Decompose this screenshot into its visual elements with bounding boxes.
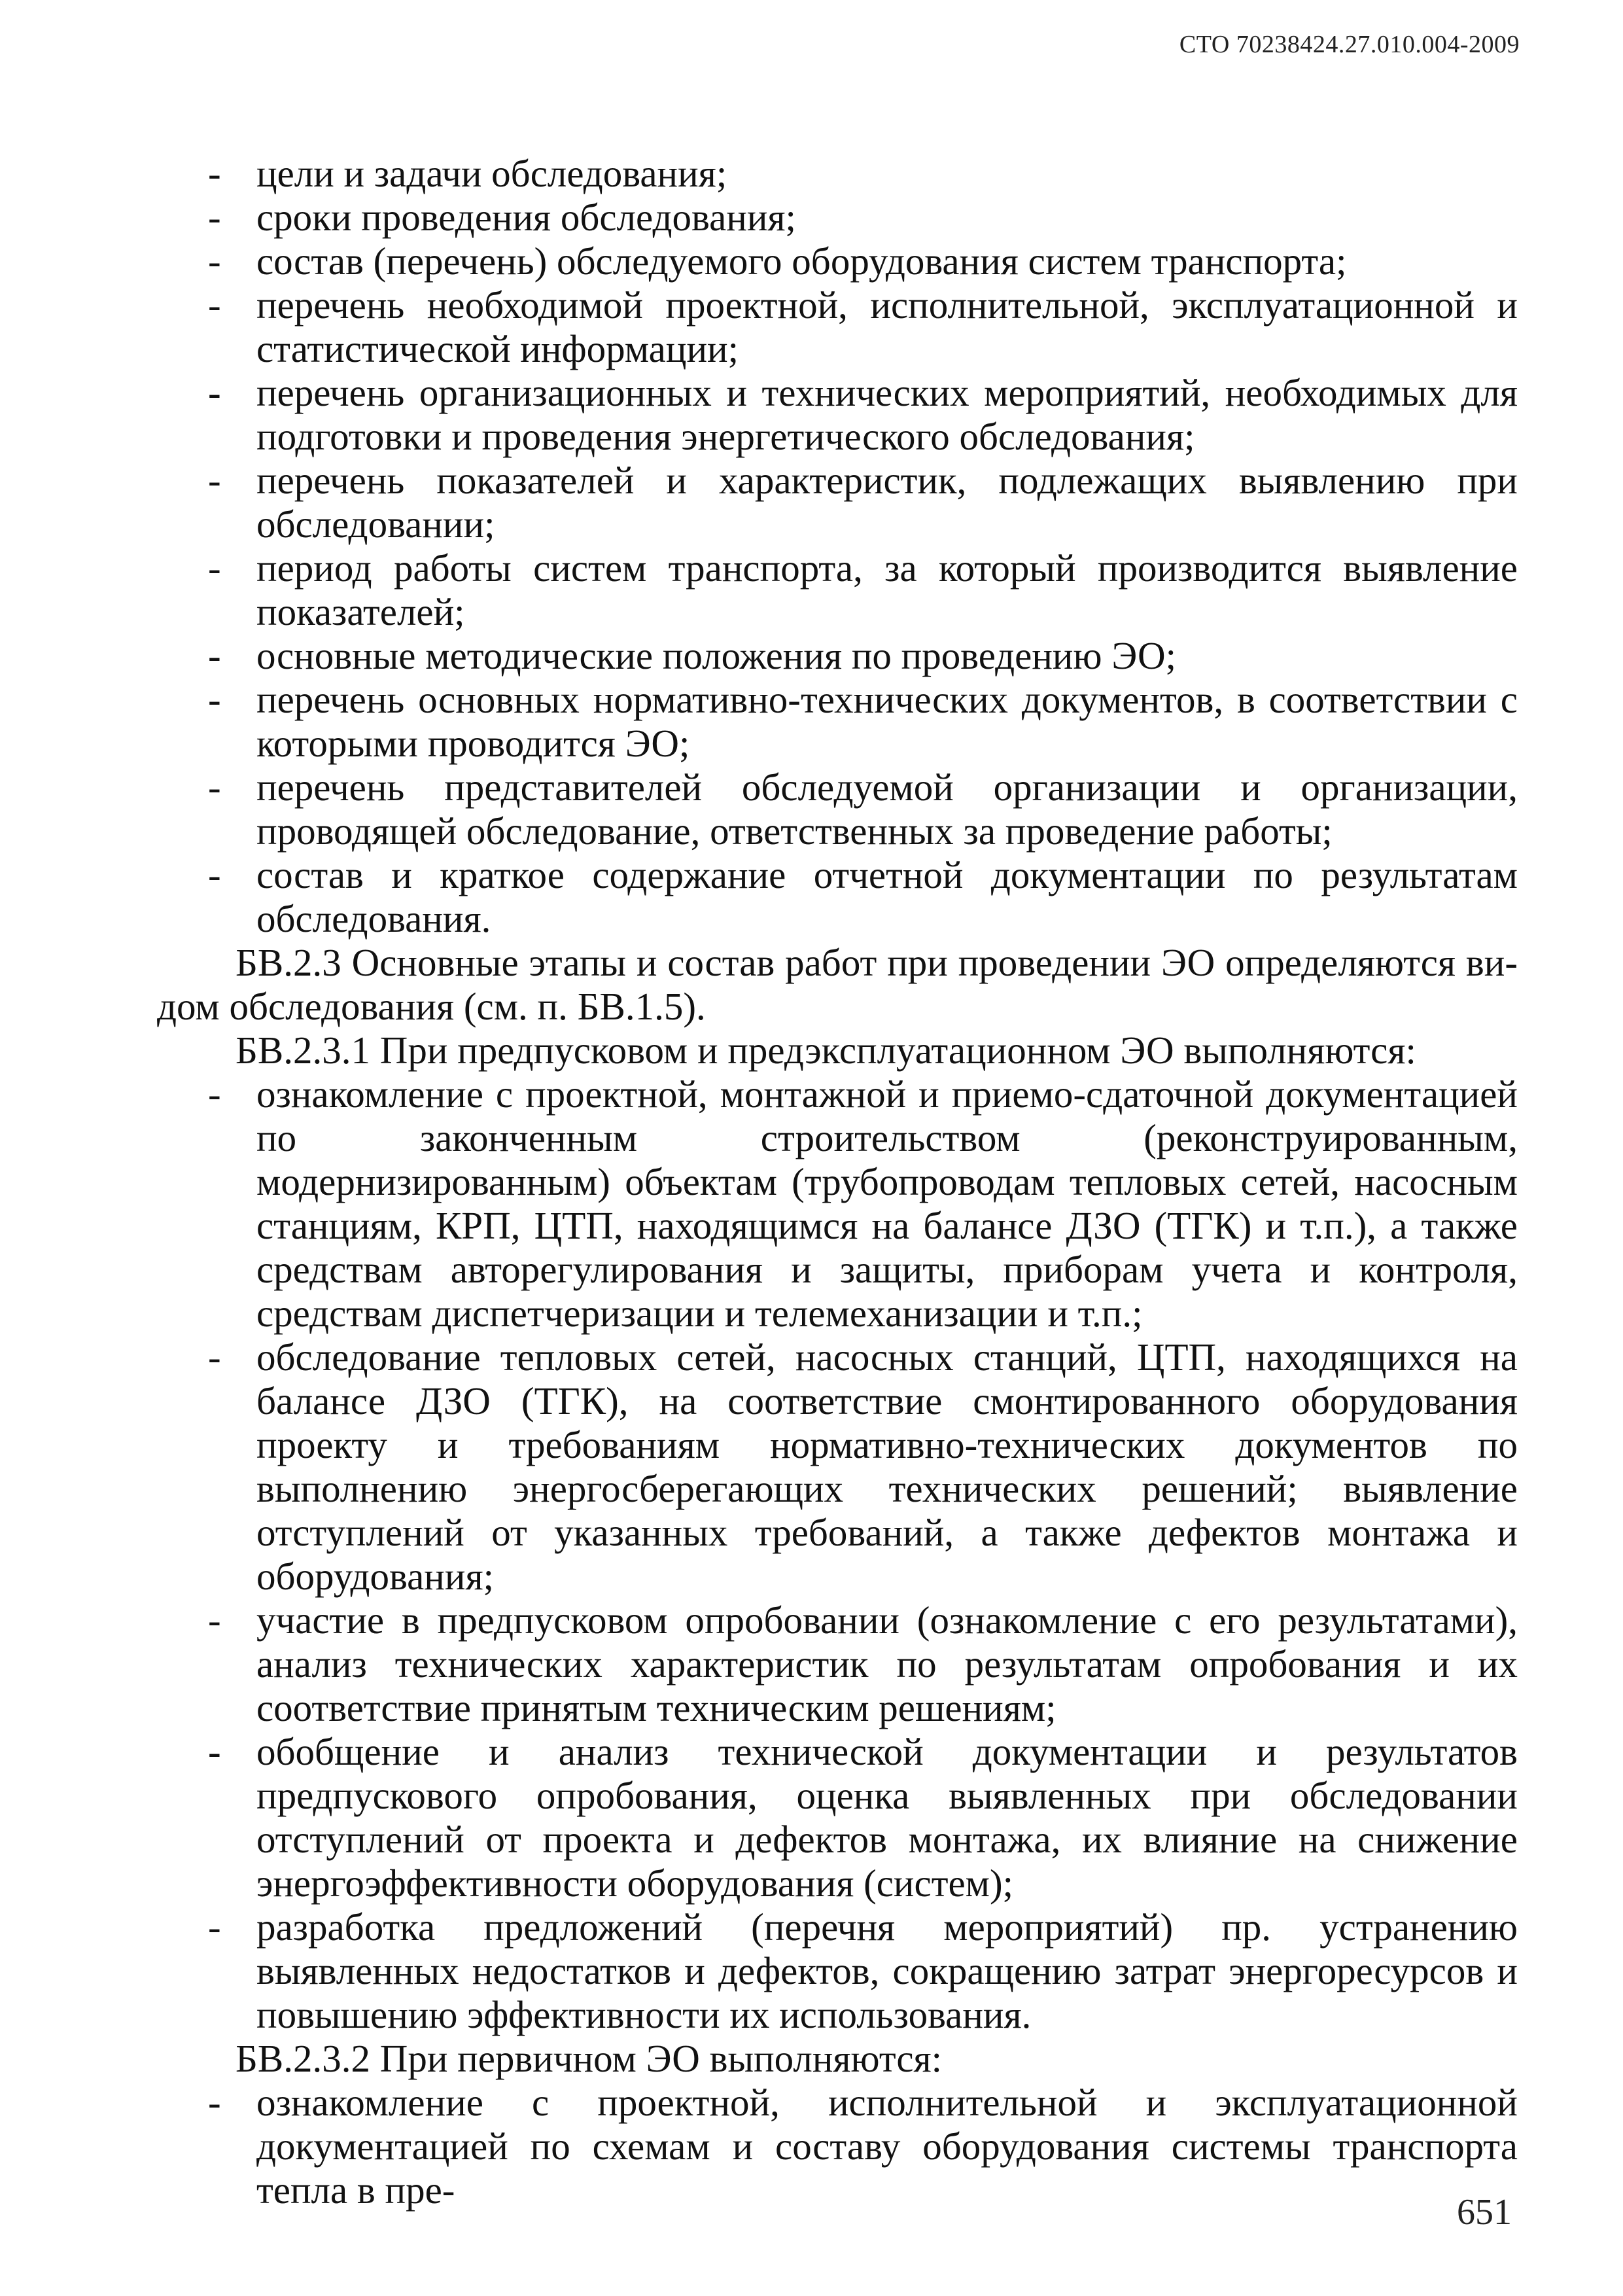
list-dash: - [208,1905,221,1949]
list-dash: - [208,459,221,502]
list-dash: - [208,1730,221,1773]
list-item: - перечень основных нормативно-технических документов, в соответствии с которыми проводится ЭО; [208,678,1518,765]
list-dash: - [208,239,221,283]
list-item: - перечень представителей обследуемой организации и организации, проводящей обследование, ответственных за проведение работы; [208,766,1518,853]
list-dash: - [208,1598,221,1642]
list-dash: - [208,634,221,677]
list-dash: - [208,1335,221,1379]
paragraph-bv-2-3-1: БВ.2.3.1 При предпусковом и предэксплуатационном ЭО выполняются: [236,1029,1416,1072]
list-item: - состав и краткое содержание отчетной документации по результатам обследования. [208,853,1518,940]
list-dash: - [208,678,221,721]
list-item: - участие в предпусковом опробовании (ознакомление с его результатами), анализ технических характеристик по результатам опробования и их соответствие принятым техническим решениям; [208,1598,1518,1729]
list-item: - период работы систем транспорта, за который производится выявление показателей; [208,546,1518,633]
list-item: - обобщение и анализ технической документации и результатов предпускового опробования, оценка выявленных при обследовании отступлений от проекта и дефектов монтажа, их влияние на снижение энергоэффективности оборудования (систем); [208,1730,1518,1905]
list-item: - перечень организационных и технических мероприятий, необходимых для подготовки и проведения энергетического обследования; [208,371,1518,458]
paragraph-bv-2-3: БВ.2.3 Основные этапы и состав работ при проведении ЭО определяются ви- [236,941,1518,984]
list-item: - сроки проведения обследования; [208,196,796,239]
list-item: - ознакомление с проектной, исполнительной и эксплуатационной документацией по схемам и составу оборудования системы транспорта тепла в пре- [208,2081,1518,2212]
list-item: - ознакомление с проектной, монтажной и приемо-сдаточной документацией по законченным строительством (реконструированным, модернизированным) объектам (трубопроводам тепловых сетей, насосным станциям, КРП, ЦТП, находящимся на балансе ДЗО (ТГК) и т.п.), а также средствам авторегулирования и защиты, приборам учета и контроля, средствам диспетчеризации и телемеханизации и т.п.; [208,1072,1518,1335]
list-dash: - [208,766,221,809]
list-item: - состав (перечень) обследуемого оборудования систем транспорта; [208,239,1347,283]
document-code-header: СТО 70238424.27.010.004-2009 [1179,31,1520,58]
list-item: - перечень необходимой проектной, исполнительной, эксплуатационной и статистической информации; [208,283,1518,370]
list-item: - обследование тепловых сетей, насосных станций, ЦТП, находящихся на балансе ДЗО (ТГК), на соответствие смонтированного оборудования проекту и требованиям нормативно-технических документов по выполнению энергосберегающих технических решений; выявление отступлений от указанных требований, а также дефектов монтажа и оборудования; [208,1335,1518,1598]
page-number: 651 [1457,2192,1512,2233]
list-dash: - [208,371,221,414]
list-item: - перечень показателей и характеристик, подлежащих выявлению при обследовании; [208,459,1518,546]
list-item: - основные методические положения по проведению ЭО; [208,634,1177,677]
list-dash: - [208,546,221,590]
list-dash: - [208,152,221,195]
list-dash: - [208,853,221,896]
list-dash: - [208,196,221,239]
list-dash: - [208,2081,221,2124]
list-item: - цели и задачи обследования; [208,152,727,195]
paragraph-bv-2-3-continuation: дом обследования (см. п. БВ.1.5). [157,985,706,1028]
list-dash: - [208,283,221,327]
paragraph-bv-2-3-2: БВ.2.3.2 При первичном ЭО выполняются: [236,2037,943,2080]
list-item: - разработка предложений (перечня мероприятий) пр. устранению выявленных недостатков и дефектов, сокращению затрат энергоресурсов и повышению эффективности их использования. [208,1905,1518,2036]
page-content [157,152,1518,2212]
list-dash: - [208,1072,221,1116]
